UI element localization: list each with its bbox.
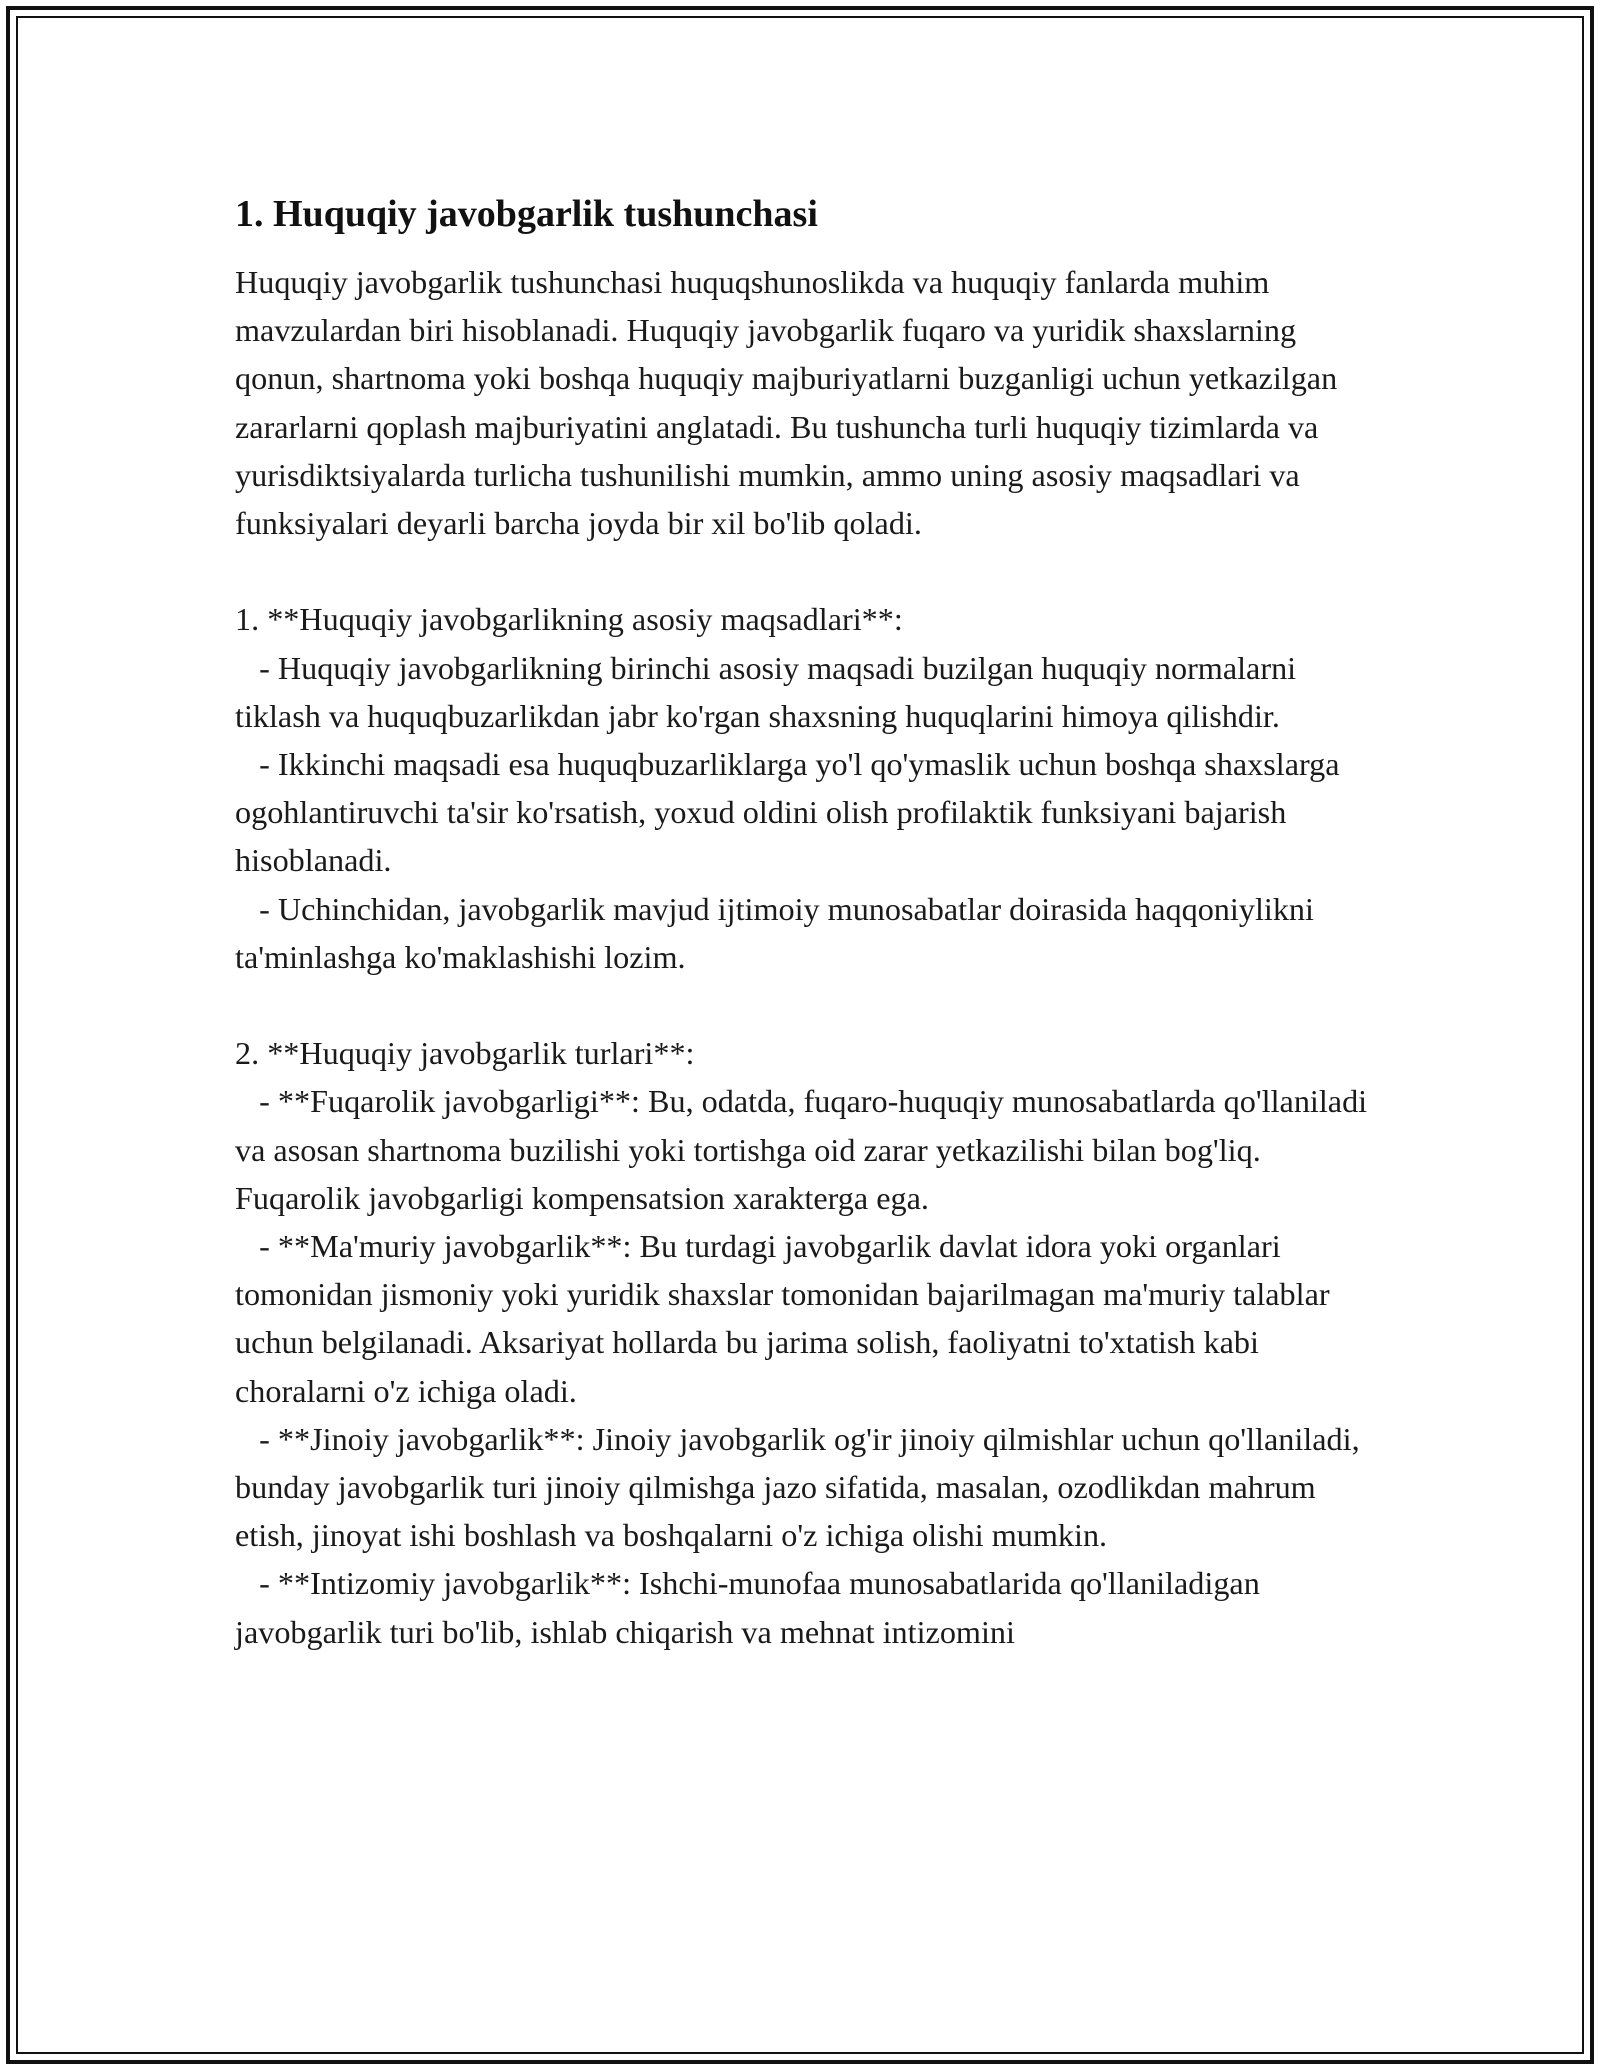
section-body: Huquqiy javobgarlik tushunchasi huquqshunoslikda va huquqiy fanlarda muhim mavzulardan biri hisoblanadi. Huquqiy javobgarlik fuqaro va yuridik shaxslarning qonun, shartnoma yoki boshqa huquqiy majburiyatlarni buzganligi uchun yetkazilgan zararlarni qoplash majburiyatini anglatadi. Bu tushuncha turli huquqiy tizimlarda va yurisdiktsiyalarda turlicha tushunilishi mumkin, ammo uning asosiy maqsadlari va funksiyalari deyarli barcha joyda bir xil bo'lib qoladi. 1. **Huquqiy javobgarlikning asosiy maqsadlari**: - Huquqiy javobgarlikning birinchi asosiy maqsadi buzilgan huquqiy normalarni tiklash va huquqbuzarlikdan jabr ko'rgan shaxsning huquqlarini himoya qilishdir. - Ikkinchi maqsadi esa huquqbuzarliklarga yo'l qo'ymaslik uchun boshqa shaxslarga ogohlantiruvchi ta'sir ko'rsatish, yoxud oldini olish profilaktik funksiyani bajarish hisoblanadi. - Uchinchidan, javobgarlik mavjud ijtimoiy munosabatlar doirasida haqqoniylikni ta'minlashga ko'maklashishi lozim. 2. **Huquqiy javobgarlik turlari**: - **Fuqarolik javobgarligi**: Bu, odatda, fuqaro-huquqiy munosabatlarda qo'llaniladi va asosan shartnoma buzilishi yoki tortishga oid zarar yetkazilishi bilan bog'liq. Fuqarolik javobgarligi kompensatsion xarakterga ega. - **Ma'muriy javobgarlik**: Bu turdagi javobgarlik davlat idora yoki organlari tomonidan jismoniy yoki yuridik shaxslar tomonidan bajarilmagan ma'muriy talablar uchun belgilanadi. Aksariyat hollarda bu jarima solish, faoliyatni to'xtatish kabi choralarni o'z ichiga oladi. - **Jinoiy javobgarlik**: Jinoiy javobgarlik og'ir jinoiy qilmishlar uchun qo'llaniladi, bunday javobgarlik turi jinoiy qilmishga jazo sifatida, masalan, ozodlikdan mahrum etish, jinoyat ishi boshlash va boshqalarni o'z ichiga olishi mumkin. - **Intizomiy javobgarlik**: Ishchi-munofaa munosabatlarida qo'llaniladigan javobgarlik turi bo'lib, ishlab chiqarish va mehnat intizomini [235,264,1368,1650]
document-content [235,188,1375,1656]
section-heading: 1. Huquqiy javobgarlik tushunchasi [235,193,818,235]
